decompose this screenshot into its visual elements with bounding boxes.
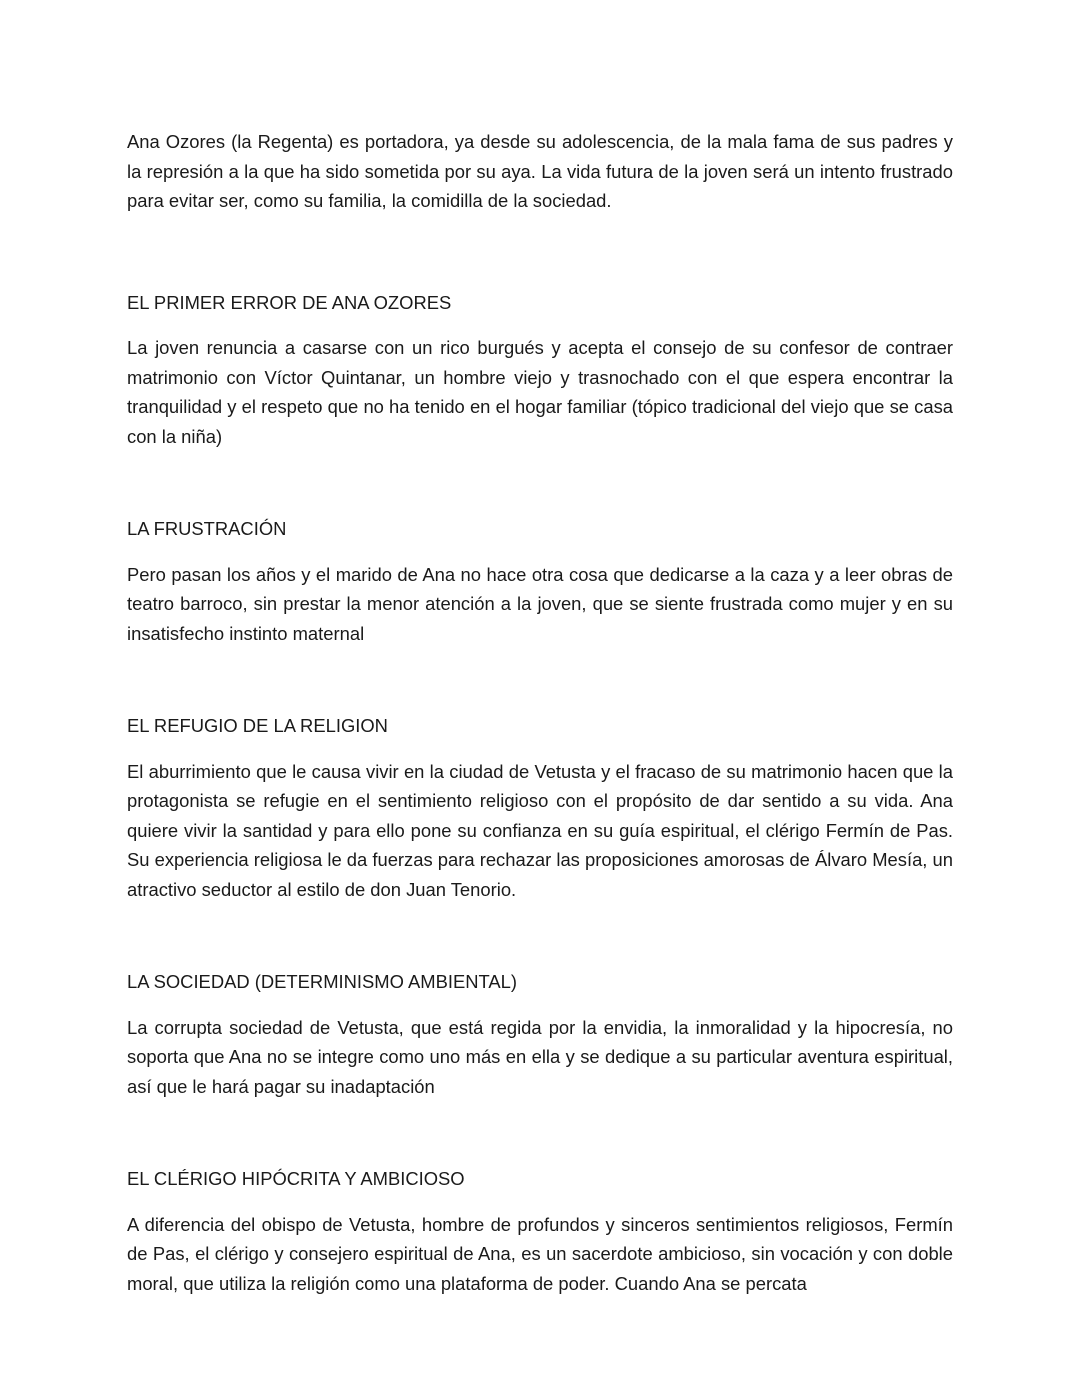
section-body: La corrupta sociedad de Vetusta, que está regida por la envidia, la inmoralidad y la hipocresía, no soporta que Ana no se integre como uno más en ella y se dedique a su particular aventura espiritual, así que le hará pagar su inadaptación [127,1016,953,1097]
section-sociedad [127,967,953,1101]
section-refugio-religion [127,711,953,904]
section-body: A diferencia del obispo de Vetusta, hombre de profundos y sinceros sentimientos religiosos, Fermín de Pas, el clérigo y consejero espiritual de Ana, es un sacerdote ambicioso, sin vocación y con doble moral, que utiliza la religión como una plataforma de poder. Cuando Ana se percata [127,1213,953,1294]
section-body: Pero pasan los años y el marido de Ana no hace otra cosa que dedicarse a la caza y a leer obras de teatro barroco, sin prestar la menor atención a la joven, que se siente frustrada como mujer y en su insatisfecho instinto maternal [127,563,953,644]
section-body: El aburrimiento que le causa vivir en la ciudad de Vetusta y el fracaso de su matrimonio hacen que la protagonista se refugie en el sentimiento religioso con el propósito de dar sentido a su vida. Ana quiere vivir la santidad y para ello pone su confianza en su guía espiritual, el clérigo Fermín de Pas. Su experiencia religiosa le da fuerzas para rechazar las proposiciones amorosas de Álvaro Mesía, un atractivo seductor al estilo de don Juan Tenorio. [127,760,953,900]
section-body: La joven renuncia a casarse con un rico burgués y acepta el consejo de su confesor de contraer matrimonio con Víctor Quintanar, un hombre viejo y trasnochado con el que espera encontrar la tranquilidad y el respeto que no ha tenido en el hogar familiar (tópico tradicional del viejo que se casa con la niña) [127,337,953,447]
section-heading: LA FRUSTRACIÓN [127,518,287,539]
section-heading: EL REFUGIO DE LA RELIGION [127,715,388,736]
section-clerigo [127,1164,953,1298]
section-frustracion [127,514,953,648]
document-page [127,127,953,1298]
section-heading: EL PRIMER ERROR DE ANA OZORES [127,291,452,313]
intro-paragraph: Ana Ozores (la Regenta) es portadora, ya desde su adolescencia, de la mala fama de sus padres y la represión a la que ha sido sometida por su aya. La vida futura de la joven será un intento frustrado para evitar ser, como su familia, la comidilla de la sociedad. [127,131,953,211]
section-primer-error [127,288,953,452]
section-heading: LA SOCIEDAD (DETERMINISMO AMBIENTAL) [127,971,518,992]
section-heading: EL CLÉRIGO HIPÓCRITA Y AMBICIOSO [127,1168,465,1189]
